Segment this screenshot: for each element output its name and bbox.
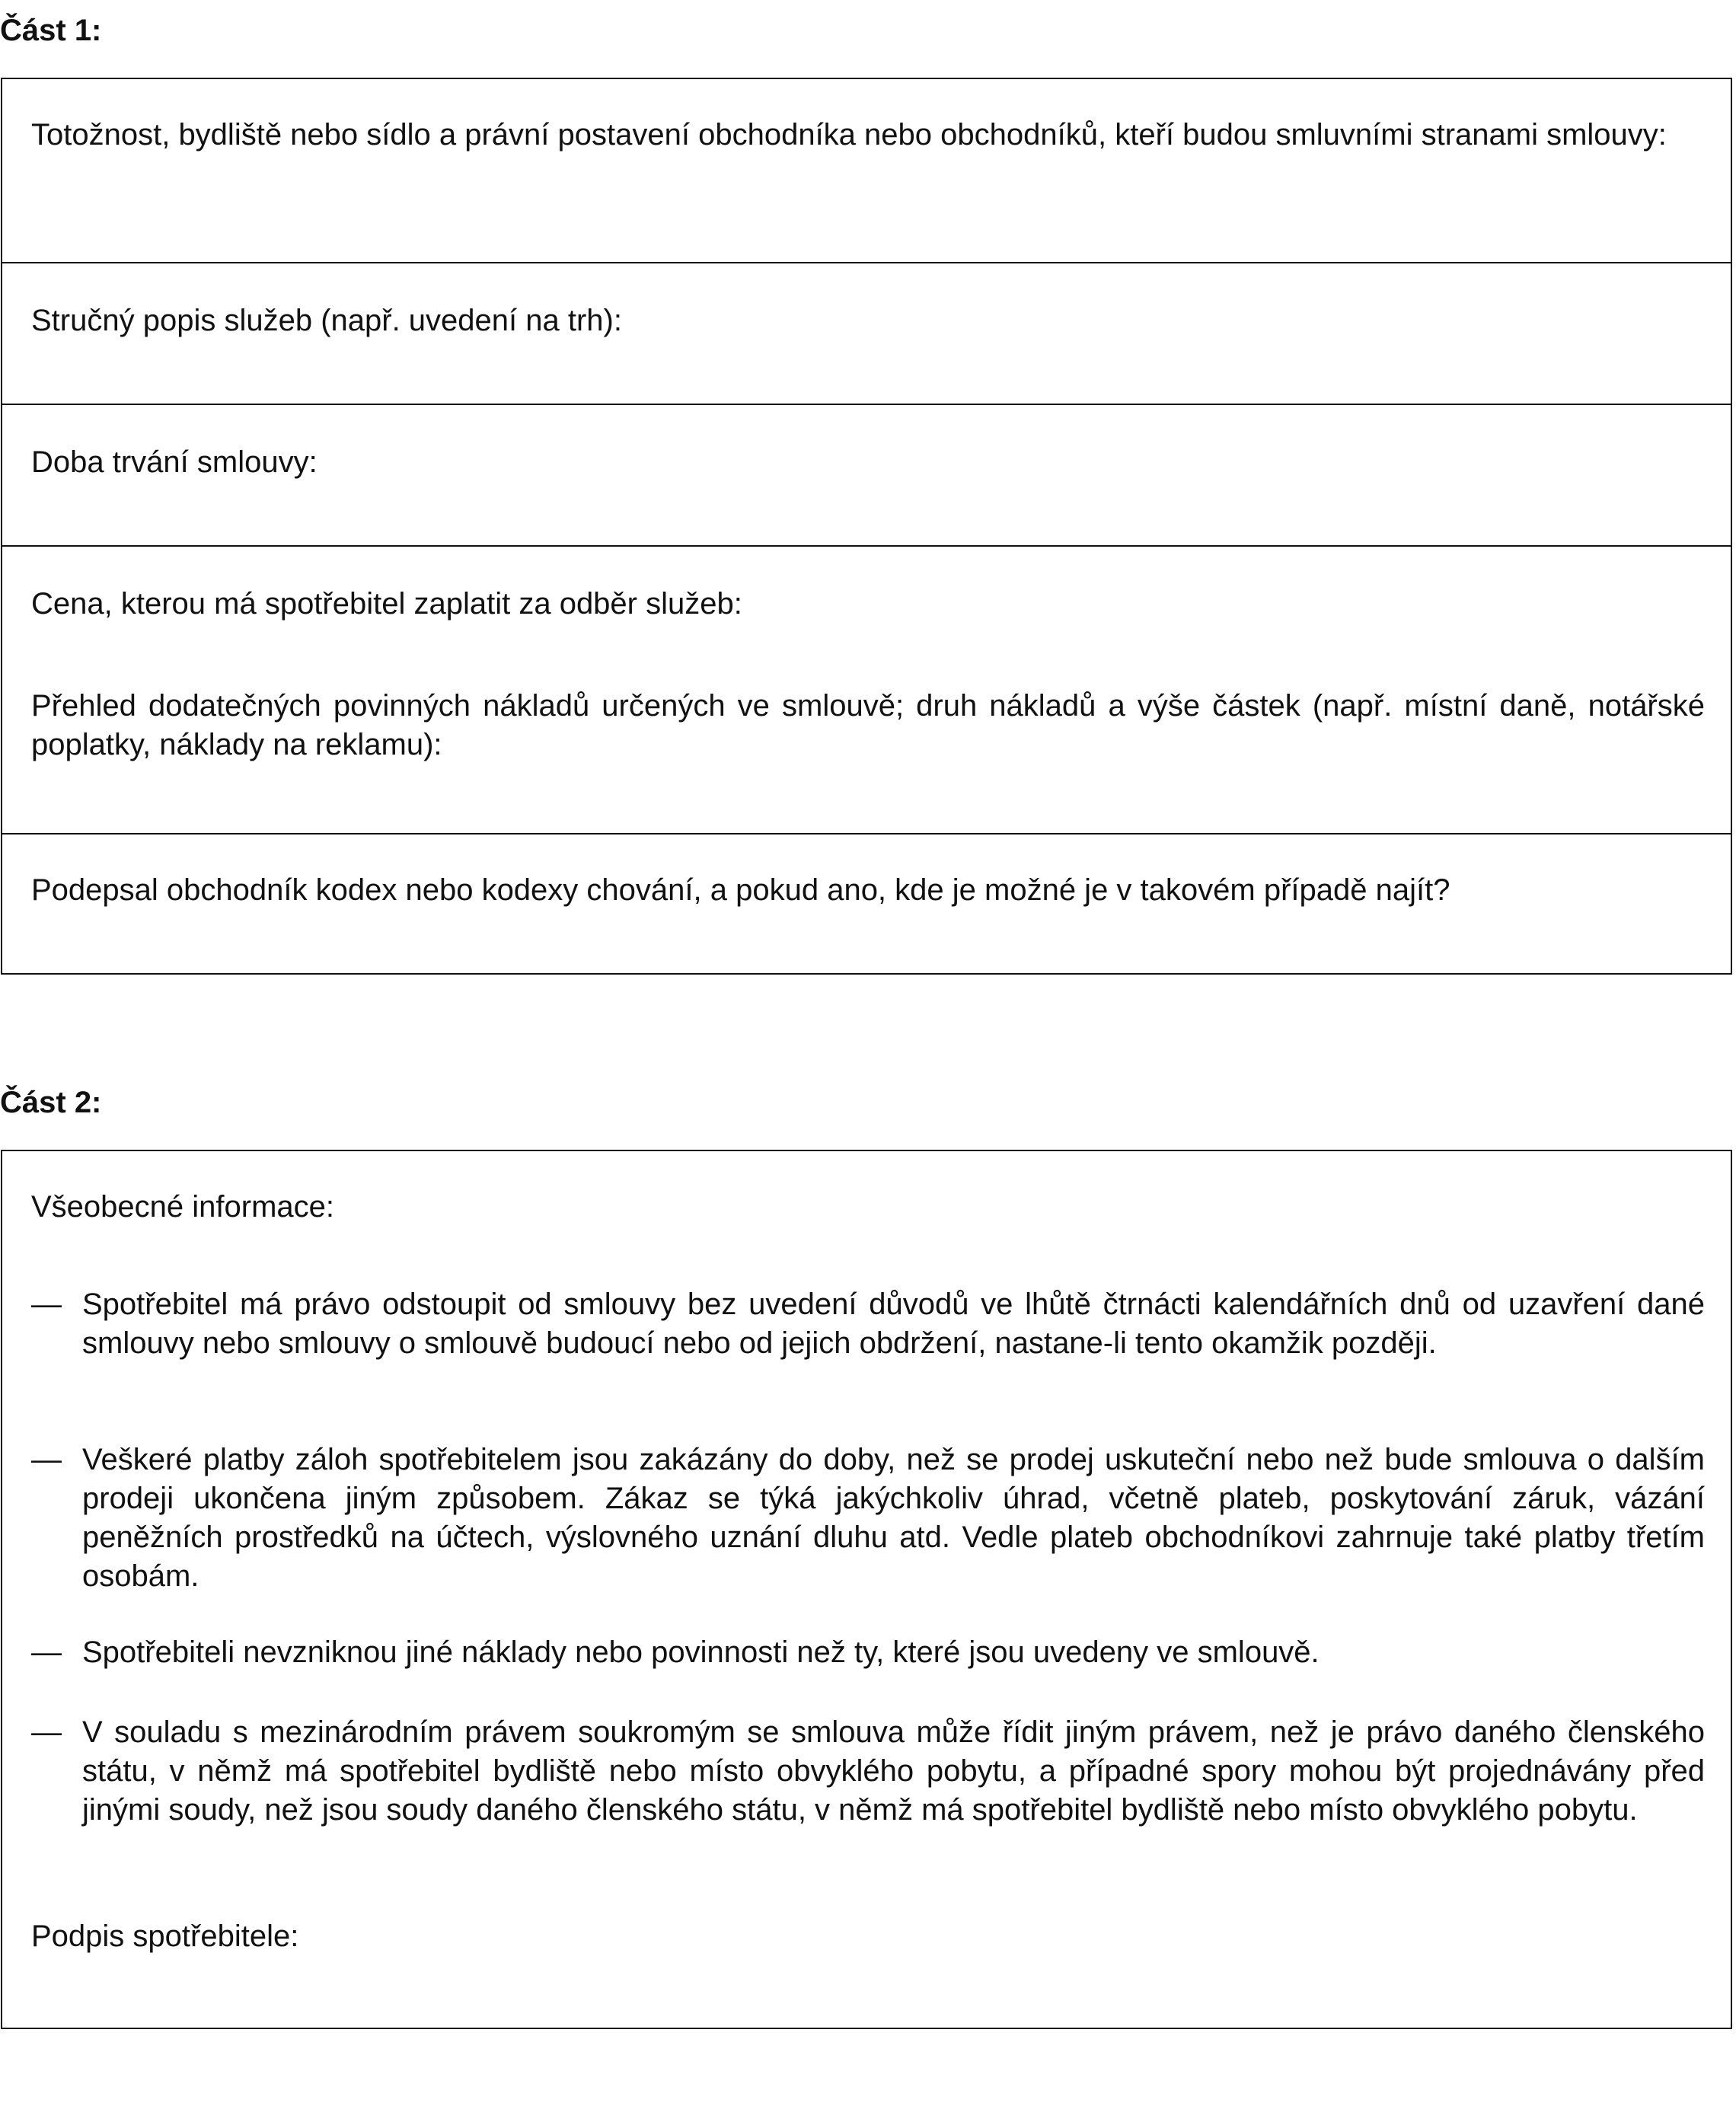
code-of-conduct-label: Podepsal obchodník kodex nebo kodexy chování, a pokud ano, kde je možné je v takovém případě najít? — [31, 873, 1450, 907]
bullet-dash: — — [31, 1715, 62, 1749]
bullet-dash: — — [31, 1288, 62, 1321]
part2-box — [1, 1150, 1732, 2029]
signature-label: Podpis spotřebitele: — [31, 1920, 299, 1953]
bullet-text: Spotřebitel má právo odstoupit od smlouvy bez uvedení důvodů ve lhůtě čtrnácti kalendářních dnů od uzavření dané smlouvy nebo smlouvy o smlouvě budoucí nebo od jejich obdržení, nastane-li tento okamžik později. — [82, 1288, 1705, 1360]
part1-box — [1, 78, 1732, 975]
bullet-text: Spotřebiteli nevzniknou jiné náklady nebo povinnosti než ty, které jsou uvedeny ve smlouvě. — [82, 1635, 1320, 1669]
bullet-text: V souladu s mezinárodním právem soukromým se smlouva může řídit jiným právem, než je právo daného členského státu, v němž má spotřebitel bydliště nebo místo obvyklého pobytu, a případné spory mohou být projednávány před jinými soudy, než jsou soudy daného členského státu, v němž má spotřebitel bydliště nebo místo obvyklého pobytu. — [82, 1715, 1705, 1827]
services-label: Stručný popis služeb (např. uvedení na trh): — [31, 304, 622, 337]
bullet-item — [31, 1713, 1705, 1830]
bullet-dash: — — [31, 1635, 62, 1669]
services-row — [2, 262, 1731, 405]
part1-heading: Část 1: — [0, 14, 102, 47]
bullet-item — [31, 1441, 1705, 1596]
duration-row — [2, 404, 1731, 547]
bullet-item — [31, 1633, 1705, 1672]
part2-heading: Část 2: — [0, 1086, 102, 1119]
general-info-label: Všeobecné informace: — [31, 1190, 335, 1224]
additional-costs-label: Přehled dodatečných povinných nákladů určených ve smlouvě; druh nákladů a výše částek (např. místní daně, notářské poplatky, náklady na reklamu): — [31, 689, 1705, 761]
identity-label: Totožnost, bydliště nebo sídlo a právní postavení obchodníka nebo obchodníků, kteří budou smluvními stranami smlouvy: — [31, 118, 1667, 152]
identity-row — [2, 79, 1731, 262]
price-row — [2, 545, 1731, 834]
duration-label: Doba trvání smlouvy: — [31, 445, 318, 479]
bullet-dash: — — [31, 1443, 62, 1476]
bullet-text: Veškeré platby záloh spotřebitelem jsou zakázány do doby, než se prodej uskuteční nebo než bude smlouva o dalším prodeji ukončena jiným způsobem. Zákaz se týká jakýchkoliv úhrad, včetně plateb, poskytování záruk, vázání peněžních prostředků na účtech, výslovného uznání dluhu atd. Vedle plateb obchodníkovi zahrnuje také platby třetím osobám. — [82, 1443, 1705, 1593]
bullet-item — [31, 1285, 1705, 1363]
price-label: Cena, kterou má spotřebitel zaplatit za odběr služeb: — [31, 587, 742, 621]
code-of-conduct-row — [2, 833, 1731, 976]
